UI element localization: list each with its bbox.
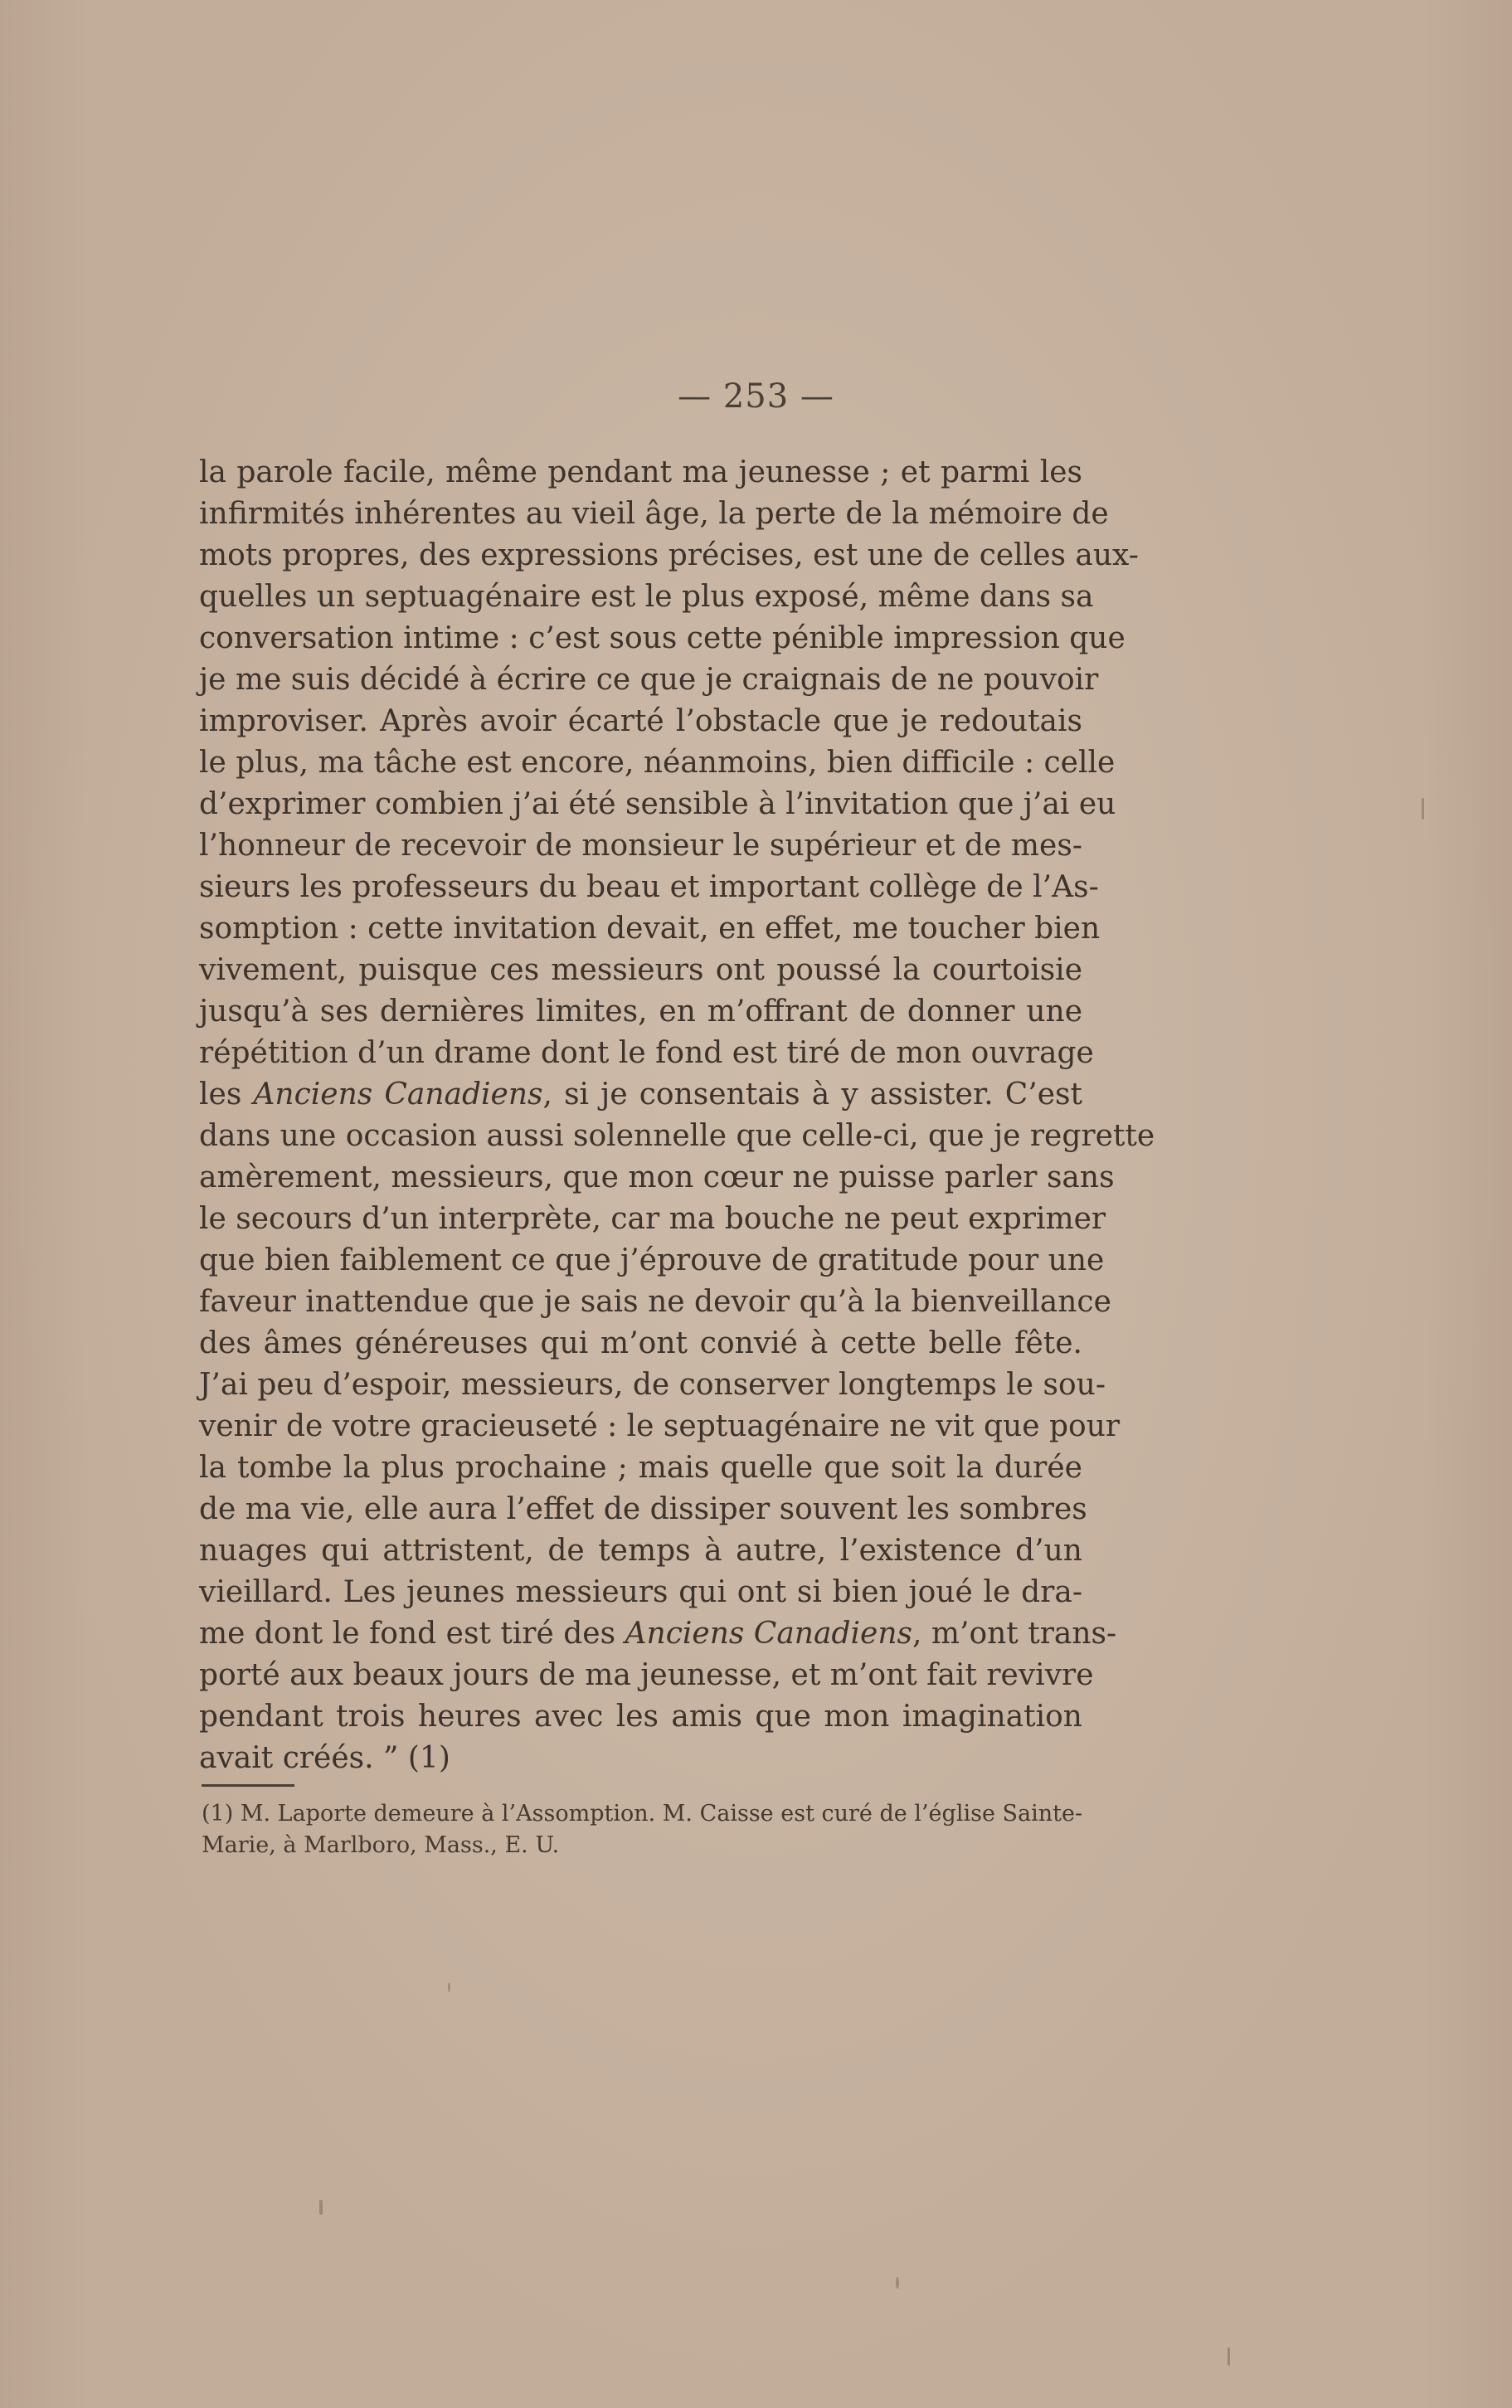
text-line: venir de votre gracieuseté : le septuagénaire ne vit que pour	[199, 1409, 1121, 1443]
text-line: amèrement, messieurs, que mon cœur ne puisse parler sans	[199, 1160, 1115, 1194]
text-line: vieillard. Les jeunes messieurs qui ont si bien joué le dra-	[199, 1575, 1082, 1609]
text-line: improviser. Après avoir écarté l’obstacle que je redoutais	[199, 704, 1082, 738]
text-line: J’ai peu d’espoir, messieurs, de conserver longtemps le sou-	[199, 1368, 1106, 1402]
book-title-italic: Anciens Canadiens	[625, 1617, 912, 1651]
text-fragment: , m’ont trans-	[912, 1617, 1117, 1651]
text-line: jusqu’à ses dernières limites, en m’offrant de donner une	[199, 995, 1082, 1029]
body-text	[199, 452, 1155, 1779]
text-line: vivement, puisque ces messieurs ont poussé la courtoisie	[199, 953, 1082, 987]
text-line: conversation intime : c’est sous cette pénible impression que	[199, 621, 1125, 655]
text-line: le plus, ma tâche est encore, néanmoins, bien difficile : celle	[199, 746, 1116, 780]
text-line: dans une occasion aussi solennelle que celle-ci, que je regrette	[199, 1119, 1155, 1153]
text-line: l’honneur de recevoir de monsieur le supérieur et de mes-	[199, 829, 1082, 863]
text-line-with-title	[199, 1074, 1082, 1116]
text-line: porté aux beaux jours de ma jeunesse, et m’ont fait revivre	[199, 1658, 1094, 1692]
text-line: le secours d’un interprète, car ma bouche ne peut exprimer	[199, 1202, 1106, 1236]
footnote	[202, 1798, 1082, 1861]
footnote-line: (1) M. Laporte demeure à l’Assomption. M. Caisse est curé de l’église Sainte-	[202, 1801, 1083, 1827]
text-fragment: me dont le fond est tiré des	[199, 1617, 625, 1651]
text-line-with-title	[199, 1613, 1117, 1655]
text-line: infirmités inhérentes au vieil âge, la perte de la mémoire de	[199, 497, 1109, 531]
text-line: la parole facile, même pendant ma jeunesse ; et parmi les	[199, 455, 1082, 489]
text-line: de ma vie, elle aura l’effet de dissiper souvent les sombres	[199, 1492, 1087, 1526]
paper-speck	[319, 2200, 323, 2215]
text-line: des âmes généreuses qui m’ont convié à cette belle fête.	[199, 1326, 1082, 1360]
text-line: nuages qui attristent, de temps à autre, l’existence d’un	[199, 1534, 1082, 1568]
text-fragment: les	[199, 1078, 254, 1112]
page-number: — 253 —	[678, 377, 834, 416]
text-line: quelles un septuagénaire est le plus exposé, même dans sa	[199, 580, 1094, 614]
text-line: que bien faiblement ce que j’éprouve de gratitude pour une	[199, 1243, 1105, 1277]
text-line: je me suis décidé à écrire ce que je craignais de ne pouvoir	[199, 663, 1099, 697]
text-line: sieurs les professeurs du beau et important collège de l’As-	[199, 870, 1099, 904]
text-line: mots propres, des expressions précises, est une de celles aux-	[199, 538, 1139, 572]
text-line: avait créés. ” (1)	[199, 1741, 450, 1775]
paper-speck	[896, 2277, 899, 2289]
footnote-divider	[202, 1784, 294, 1787]
paper-speck	[1228, 2347, 1230, 2366]
text-fragment: , si je consentais à y assister. C’est	[542, 1078, 1082, 1112]
paper-speck	[1422, 798, 1424, 820]
text-line: la tombe la plus prochaine ; mais quelle que soit la durée	[199, 1451, 1082, 1485]
text-line: pendant trois heures avec les amis que mon imagination	[199, 1700, 1082, 1734]
book-title-italic: Anciens Canadiens	[253, 1078, 543, 1112]
footnote-line: Marie, à Marlboro, Mass., E. U.	[202, 1832, 560, 1858]
text-line: d’exprimer combien j’ai été sensible à l’invitation que j’ai eu	[199, 787, 1116, 821]
text-line: répétition d’un drame dont le fond est tiré de mon ouvrage	[199, 1036, 1094, 1070]
paper-speck	[448, 1982, 450, 1992]
text-line: somption : cette invitation devait, en effet, me toucher bien	[199, 912, 1101, 946]
text-line: faveur inattendue que je sais ne devoir qu’à la bienveillance	[199, 1285, 1111, 1319]
